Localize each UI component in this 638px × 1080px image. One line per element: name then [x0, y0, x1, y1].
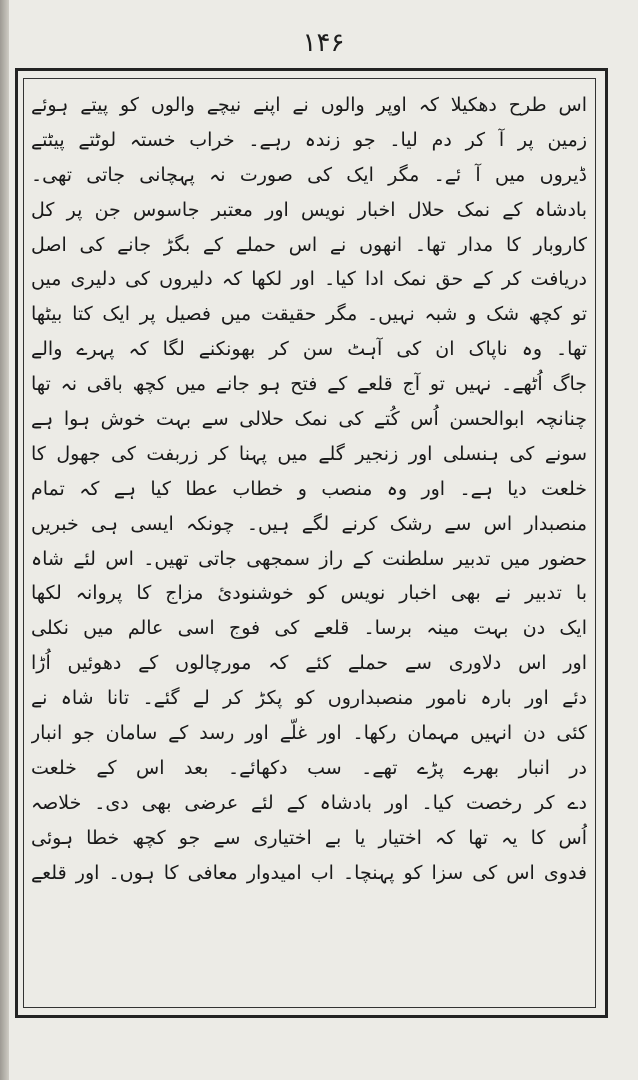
- urdu-text-block: [31, 88, 587, 998]
- text-line: بادشاہ کے نمک حلال اخبار نویس اور معتبر جاسوس جن پر کل: [31, 198, 587, 221]
- text-line: با تدبیر نے بھی اخبار نویس کو خوشنودئ مزاج کا پروانہ لکھا: [31, 582, 587, 605]
- text-line: جاگ اُٹھے۔ نہیں تو آج قلعے کے فتح ہو جانے میں کچھ باقی نہ تھا: [31, 373, 587, 396]
- text-line: ایک دن بہت مینہ برسا۔ قلعے کی فوج اسی عالم میں نکلی: [31, 617, 587, 640]
- text-line: دے کر رخصت کیا۔ اور بادشاہ کے لئے عرضی بھی دی۔ خلاصہ: [31, 791, 587, 814]
- text-line: زمین پر آ کر دم لیا۔ جو زندہ رہے۔ خراب خستہ لوٹتے پیٹتے: [31, 128, 587, 151]
- book-spine-shadow: [0, 0, 9, 1080]
- page-number: ۱۴۶: [302, 28, 345, 58]
- text-line: اور اس دلاوری سے حملے کئے کہ مورچالوں کے دھوئیں اُڑا: [31, 652, 587, 675]
- text-line: دئے اور بارہ نامور منصبداروں کو پکڑ کر لے گئے۔ تانا شاہ نے: [31, 687, 587, 710]
- text-line: ڈیروں میں آ ئے۔ مگر ایک کی صورت نہ پہچانی جاتی تھی۔: [31, 163, 587, 186]
- text-line: چنانچہ ابوالحسن اُس کُتے کی نمک حلالی سے بہت خوش ہوا ہے: [31, 408, 587, 431]
- text-line: خلعت دیا ہے۔ اور وہ منصب و خطاب عطا کیا ہے کہ تمام: [31, 477, 587, 500]
- text-line: کاروبار کا مدار تھا۔ انھوں نے اس حملے کے بگڑ جانے کی اصل: [31, 233, 587, 256]
- text-line: منصبدار اس سے رشک کرنے لگے ہیں۔ چونکہ ایسی ہی خبریں: [31, 512, 587, 535]
- text-line: در انبار بھرے پڑے تھے۔ سب دکھائے۔ بعد اس کے خلعت: [31, 756, 587, 779]
- text-line: سونے کی ہنسلی اور زنجیر گلے میں پہنا کر زربفت کی جھول کا: [31, 442, 587, 465]
- text-line: حضور میں تدبیر سلطنت کے راز سمجھی جاتی تھیں۔ اس لئے شاہ: [31, 547, 587, 570]
- text-line: فدوی اس کی سزا کو پہنچا۔ اب امیدوار معافی کا ہوں۔ اور قلعے: [31, 861, 587, 884]
- text-line: تھا۔ وہ ناپاک ان کی آہٹ سن کر بھونکنے لگا کہ پہرے والے: [31, 338, 587, 361]
- text-line: اُس کا یہ تھا کہ اختیار یا بے اختیاری سے جو کچھ خطا ہوئی: [31, 826, 587, 849]
- book-page: [9, 0, 638, 1080]
- text-line: کئی دن انہیں مہمان رکھا۔ اور غلّے اور رسد کے سامان جو انبار: [31, 722, 587, 745]
- text-line: اس طرح دھکیلا کہ اوپر والوں نے اپنے نیچے والوں کو پیتے ہوئے: [31, 94, 587, 116]
- text-line: دریافت کر کے حق نمک ادا کیا۔ اور لکھا کہ دلیروں کی دلیری میں: [31, 268, 587, 291]
- text-line: تو کچھ شک و شبہ نہیں۔ مگر حقیقت میں فصیل پر ایک کتا بیٹھا: [31, 303, 587, 326]
